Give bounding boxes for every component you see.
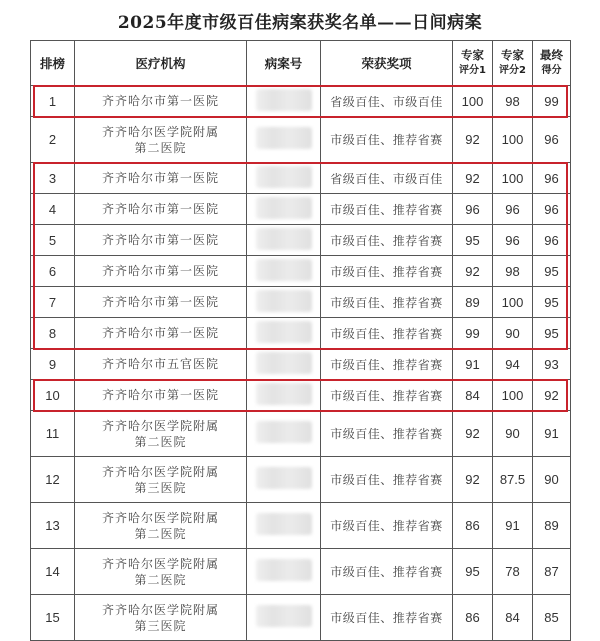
table-row (31, 503, 571, 549)
final-score-cell: 95 (533, 256, 571, 287)
final-score-cell: 92 (533, 380, 571, 411)
org-line2: 第二医院 (134, 572, 187, 587)
org-cell (75, 86, 247, 117)
rank-cell: 13 (31, 503, 75, 549)
org-cell (75, 256, 247, 287)
redacted-case-number (256, 259, 312, 281)
case-no-cell (247, 411, 321, 457)
org-line1: 齐齐哈尔医学院附属 (101, 124, 219, 139)
org-cell (75, 503, 247, 549)
org-line1: 齐齐哈尔市第一医院 (101, 264, 219, 278)
award-cell: 市级百佳、推荐省赛 (321, 380, 453, 411)
header-rank: 排榜 (31, 41, 75, 86)
rank-cell: 8 (31, 318, 75, 349)
org-line1: 齐齐哈尔市第一医院 (101, 202, 219, 216)
header-final (533, 41, 571, 86)
final-score-cell: 90 (533, 457, 571, 503)
score1-cell: 89 (453, 287, 493, 318)
org-line1: 齐齐哈尔医学院附属 (101, 464, 219, 479)
score1-cell: 95 (453, 225, 493, 256)
org-cell (75, 411, 247, 457)
rank-cell: 10 (31, 380, 75, 411)
case-no-cell (247, 225, 321, 256)
org-line1: 齐齐哈尔市第一医院 (101, 94, 219, 108)
table-row (31, 595, 571, 641)
award-cell: 省级百佳、市级百佳 (321, 86, 453, 117)
org-cell (75, 549, 247, 595)
rank-cell: 6 (31, 256, 75, 287)
case-no-cell (247, 380, 321, 411)
score2-cell: 100 (493, 287, 533, 318)
redacted-case-number (256, 383, 312, 405)
org-line2: 第二医院 (134, 526, 187, 541)
redacted-case-number (256, 559, 312, 581)
score1-cell: 100 (453, 86, 493, 117)
award-cell: 市级百佳、推荐省赛 (321, 318, 453, 349)
award-cell: 市级百佳、推荐省赛 (321, 225, 453, 256)
award-cell: 市级百佳、推荐省赛 (321, 117, 453, 163)
redacted-case-number (256, 513, 312, 535)
score2-cell: 96 (493, 194, 533, 225)
rank-cell: 9 (31, 349, 75, 380)
org-line1: 齐齐哈尔市第一医院 (101, 326, 219, 340)
table-body (31, 86, 571, 641)
table-row (31, 287, 571, 318)
score1-cell: 99 (453, 318, 493, 349)
score2-cell: 90 (493, 411, 533, 457)
rank-cell: 3 (31, 163, 75, 194)
header-case-no: 病案号 (247, 41, 321, 86)
org-line2: 第三医院 (134, 618, 187, 633)
table-row (31, 163, 571, 194)
org-line1: 齐齐哈尔医学院附属 (101, 510, 219, 525)
redacted-case-number (256, 228, 312, 250)
final-score-cell: 96 (533, 163, 571, 194)
rank-cell: 1 (31, 86, 75, 117)
case-no-cell (247, 86, 321, 117)
score1-cell: 92 (453, 117, 493, 163)
table-row (31, 380, 571, 411)
table-row (31, 457, 571, 503)
redacted-case-number (256, 127, 312, 149)
rank-cell: 7 (31, 287, 75, 318)
final-score-cell: 96 (533, 194, 571, 225)
score1-cell: 86 (453, 503, 493, 549)
header-score1-line1: 专家 (461, 48, 484, 62)
score2-cell: 98 (493, 256, 533, 287)
redacted-case-number (256, 421, 312, 443)
header-org: 医疗机构 (75, 41, 247, 86)
org-line2: 第二医院 (134, 140, 187, 155)
org-cell (75, 318, 247, 349)
award-cell: 市级百佳、推荐省赛 (321, 549, 453, 595)
final-score-cell: 95 (533, 318, 571, 349)
redacted-case-number (256, 352, 312, 374)
case-no-cell (247, 287, 321, 318)
redacted-case-number (256, 197, 312, 219)
org-line2: 第三医院 (134, 480, 187, 495)
redacted-case-number (256, 290, 312, 312)
case-no-cell (247, 256, 321, 287)
org-cell (75, 595, 247, 641)
org-cell (75, 349, 247, 380)
case-no-cell (247, 194, 321, 225)
final-score-cell: 89 (533, 503, 571, 549)
redacted-case-number (256, 321, 312, 343)
final-score-cell: 85 (533, 595, 571, 641)
case-no-cell (247, 457, 321, 503)
score2-cell: 84 (493, 595, 533, 641)
org-line1: 齐齐哈尔市五官医院 (101, 357, 219, 371)
table-row (31, 411, 571, 457)
score1-cell: 95 (453, 549, 493, 595)
header-score2 (493, 41, 533, 86)
rank-cell: 12 (31, 457, 75, 503)
table-row (31, 549, 571, 595)
case-no-cell (247, 163, 321, 194)
org-line1: 齐齐哈尔市第一医院 (101, 233, 219, 247)
score1-cell: 84 (453, 380, 493, 411)
redacted-case-number (256, 166, 312, 188)
table-row (31, 225, 571, 256)
final-score-cell: 95 (533, 287, 571, 318)
org-line1: 齐齐哈尔市第一医院 (101, 171, 219, 185)
org-cell (75, 287, 247, 318)
score1-cell: 96 (453, 194, 493, 225)
award-cell: 市级百佳、推荐省赛 (321, 256, 453, 287)
case-no-cell (247, 503, 321, 549)
header-score2-line1: 专家 (501, 48, 524, 62)
score1-cell: 86 (453, 595, 493, 641)
score2-cell: 87.5 (493, 457, 533, 503)
award-cell: 市级百佳、推荐省赛 (321, 287, 453, 318)
header-score1-line2: 评分1 (459, 65, 486, 76)
final-score-cell: 87 (533, 549, 571, 595)
header-score2-line2: 评分2 (499, 65, 526, 76)
score1-cell: 92 (453, 256, 493, 287)
score2-cell: 96 (493, 225, 533, 256)
award-table (30, 40, 571, 641)
table-row (31, 194, 571, 225)
org-line1: 齐齐哈尔医学院附属 (101, 556, 219, 571)
award-cell: 市级百佳、推荐省赛 (321, 194, 453, 225)
rank-cell: 15 (31, 595, 75, 641)
score1-cell: 91 (453, 349, 493, 380)
header-award: 荣获奖项 (321, 41, 453, 86)
award-cell: 市级百佳、推荐省赛 (321, 595, 453, 641)
case-no-cell (247, 549, 321, 595)
score2-cell: 78 (493, 549, 533, 595)
rank-cell: 4 (31, 194, 75, 225)
final-score-cell: 91 (533, 411, 571, 457)
table-header-row (31, 41, 571, 86)
score2-cell: 91 (493, 503, 533, 549)
org-line1: 齐齐哈尔市第一医院 (101, 295, 219, 309)
score2-cell: 100 (493, 163, 533, 194)
final-score-cell: 96 (533, 117, 571, 163)
org-line2: 第二医院 (134, 434, 187, 449)
final-score-cell: 99 (533, 86, 571, 117)
final-score-cell: 93 (533, 349, 571, 380)
org-cell (75, 380, 247, 411)
redacted-case-number (256, 605, 312, 627)
org-line1: 齐齐哈尔医学院附属 (101, 418, 219, 433)
score2-cell: 98 (493, 86, 533, 117)
award-cell: 市级百佳、推荐省赛 (321, 349, 453, 380)
score1-cell: 92 (453, 163, 493, 194)
case-no-cell (247, 349, 321, 380)
rank-cell: 14 (31, 549, 75, 595)
table-row (31, 86, 571, 117)
org-cell (75, 194, 247, 225)
award-cell: 市级百佳、推荐省赛 (321, 411, 453, 457)
header-final-line2: 得分 (541, 65, 562, 76)
org-cell (75, 117, 247, 163)
rank-cell: 2 (31, 117, 75, 163)
table-row (31, 117, 571, 163)
score1-cell: 92 (453, 411, 493, 457)
redacted-case-number (256, 467, 312, 489)
award-cell: 省级百佳、市级百佳 (321, 163, 453, 194)
org-cell (75, 163, 247, 194)
score2-cell: 94 (493, 349, 533, 380)
rank-cell: 5 (31, 225, 75, 256)
rank-cell: 11 (31, 411, 75, 457)
redacted-case-number (256, 89, 312, 111)
header-final-line1: 最终 (540, 48, 563, 62)
org-line1: 齐齐哈尔市第一医院 (101, 388, 219, 402)
final-score-cell: 96 (533, 225, 571, 256)
score2-cell: 100 (493, 380, 533, 411)
table-row (31, 349, 571, 380)
award-cell: 市级百佳、推荐省赛 (321, 457, 453, 503)
org-cell (75, 457, 247, 503)
org-line1: 齐齐哈尔医学院附属 (101, 602, 219, 617)
case-no-cell (247, 595, 321, 641)
header-score1 (453, 41, 493, 86)
score1-cell: 92 (453, 457, 493, 503)
table-row (31, 256, 571, 287)
score2-cell: 100 (493, 117, 533, 163)
page-title: 2025年度市级百佳病案获奖名单——日间病案 (117, 13, 483, 33)
award-cell: 市级百佳、推荐省赛 (321, 503, 453, 549)
table-row (31, 318, 571, 349)
case-no-cell (247, 318, 321, 349)
org-cell (75, 225, 247, 256)
case-no-cell (247, 117, 321, 163)
score2-cell: 90 (493, 318, 533, 349)
